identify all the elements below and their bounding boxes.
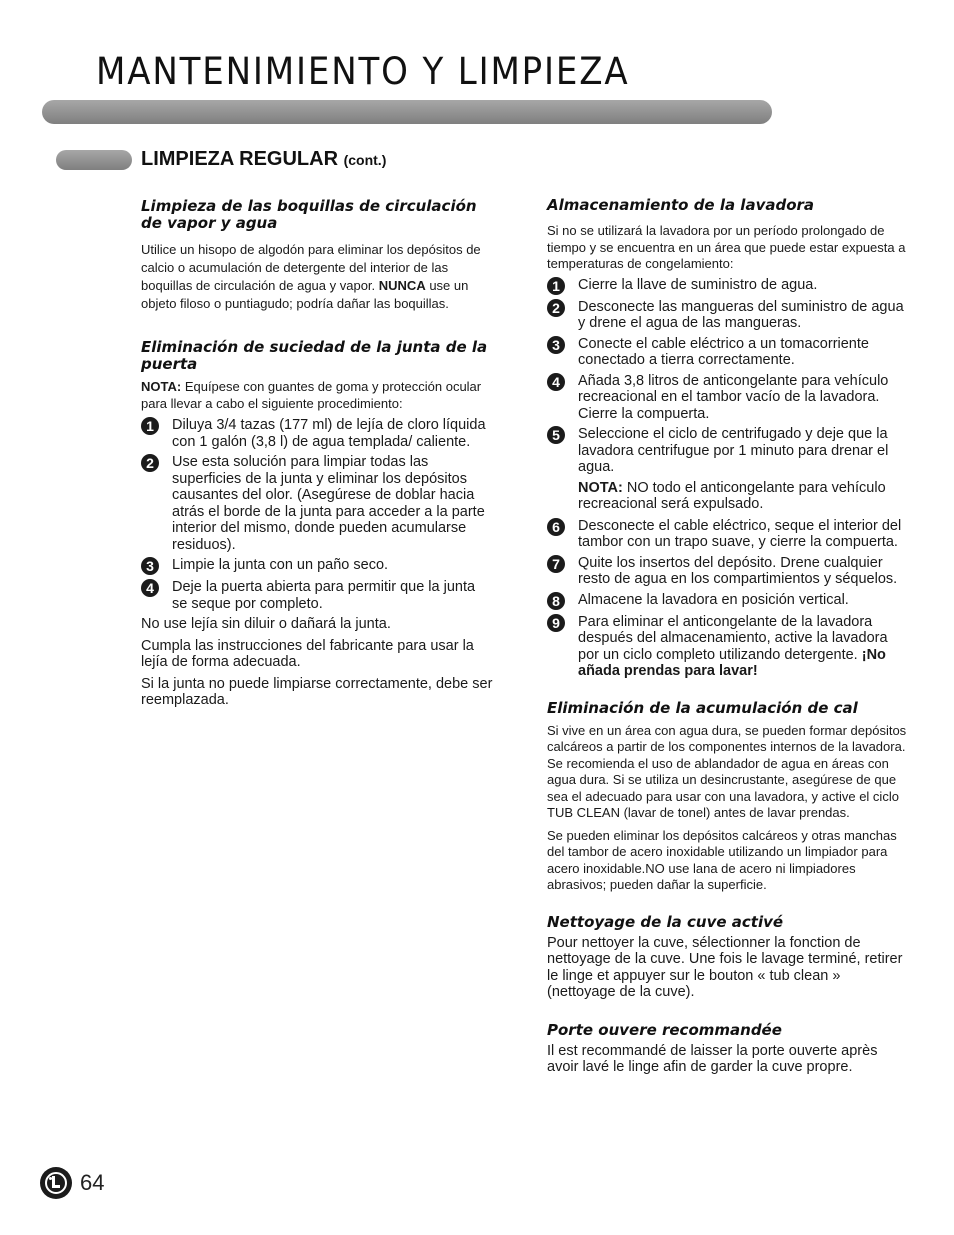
step-number-badge: 3 xyxy=(141,557,159,575)
tub-heading: Nettoyage de la cuve activé xyxy=(547,912,784,931)
storage-step xyxy=(547,299,907,332)
tub-text: Pour nettoyer la cuve, sélectionner la fonction de nettoyage de la cuve. Une fois le lavage terminé, retirer le linge et appuyer sur le bouton « tub clean » (nettoyage de la cuve). xyxy=(547,934,903,1000)
storage-step xyxy=(547,592,907,610)
section-pill xyxy=(56,150,132,170)
storage-step xyxy=(547,373,907,423)
scale-heading: Eliminación de la acumulación de cal xyxy=(547,698,858,717)
storage-intro: Si no se utilizará la lavadora por un período prolongado de tiempo y se encuentra en un área que puede estar expuesta a temperaturas de congelamiento: xyxy=(547,223,906,271)
section-title xyxy=(141,148,386,171)
step-number-badge: 9 xyxy=(547,614,565,632)
step-number-badge: 5 xyxy=(547,426,565,444)
gasket-note: NOTA: Equípese con guantes de goma y protección ocular para llevar a cabo el siguiente procedimiento: xyxy=(141,379,482,411)
gasket-after-text: No use lejía sin diluir o dañará la junta. xyxy=(141,616,391,632)
lg-logo-icon xyxy=(40,1167,72,1199)
step-number-badge: 4 xyxy=(141,579,159,597)
step-number-badge: 1 xyxy=(547,277,565,295)
storage-step xyxy=(547,614,907,680)
title-bar xyxy=(42,100,772,124)
nozzles-heading: Limpieza de las boquillas de circulación de vapor y agua xyxy=(141,197,477,232)
nozzles-text: Utilice un hisopo de algodón para eliminar los depósitos de calcio o acumulación de detergente del interior de las boquillas de circulación de agua y vapor. NUNCA use un objeto filoso o puntiagudo; podría dañar las boquillas. xyxy=(141,242,481,311)
step-number-badge: 4 xyxy=(547,373,565,391)
gasket-step xyxy=(141,417,493,450)
storage-step xyxy=(547,277,907,295)
left-column xyxy=(141,198,493,714)
step-text: Añada 3,8 litros de anticongelante para vehículo recreacional en el tambor vacío de la lavadora. Cierre la compuerta. xyxy=(578,372,889,422)
step-text: Cierre la llave de suministro de agua. xyxy=(578,276,818,293)
step-text: Use esta solución para limpiar todas las superficies de la junta y eliminar los depósitos causantes del olor. (Asegúrese de doblar hacia atrás el borde de la junta para acceder a la parte interior del mismo, donde pueden acumularse residuos). xyxy=(172,454,485,553)
step-text: Desconecte las mangueras del suministro de agua y drene el agua de las mangueras. xyxy=(578,298,904,331)
gasket-heading: Eliminación de suciedad de la junta de la puerta xyxy=(141,338,488,373)
scale-paragraph-1: Si vive en un área con agua dura, se pueden formar depósitos calcáreos a partir de los componentes internos de la lavadora. Se recomienda el uso de ablandador de agua en áreas con agua dura. Si se utiliza un desincrustante, asegúrese de que sea el adecuado para usar con una lavadora, y active el ciclo TUB CLEAN (lavar de tonel) antes de lavar prendas. xyxy=(547,722,907,820)
storage-step xyxy=(547,336,907,369)
section-title-text: LIMPIEZA REGULAR xyxy=(141,148,339,170)
step-text: Deje la puerta abierta para permitir que la junta se seque por completo. xyxy=(172,579,476,612)
step-text: Para eliminar el anticongelante de la lavadora después del almacenamiento, active la lavadora por un ciclo completo utilizando detergente. ¡No añada prendas para lavar! xyxy=(578,613,888,679)
gasket-step xyxy=(141,557,493,575)
step-number-badge: 6 xyxy=(547,518,565,536)
step-number-badge: 7 xyxy=(547,555,565,573)
step-number-badge: 2 xyxy=(141,454,159,472)
door-text: Il est recommandé de laisser la porte ouverte après avoir lavé le linge afin de garder la cuve propre. xyxy=(547,1042,878,1075)
door-heading: Porte ouvere recommandée xyxy=(547,1020,782,1039)
step-text: Limpie la junta con un paño seco. xyxy=(172,557,389,573)
scale-paragraph-2: Se pueden eliminar los depósitos calcáreos y otras manchas del tambor de acero inoxidable utilizando un limpiador para acero inoxidable.NO use lana de acero ni limpiadores abrasivos; pueden dañar la superficie. xyxy=(547,827,897,892)
gasket-step xyxy=(141,579,493,612)
step-number-badge: 8 xyxy=(547,592,565,610)
storage-heading: Almacenamiento de la lavadora xyxy=(547,196,815,214)
right-column xyxy=(547,197,907,1081)
step-text: Conecte el cable eléctrico a un tomacorriente conectado a tierra correctamente. xyxy=(578,335,869,368)
section-cont: (cont.) xyxy=(343,152,387,168)
storage-step xyxy=(547,555,907,588)
step-text: Quite los insertos del depósito. Drene cualquier resto de agua en los compartimientos y séquelos. xyxy=(578,554,898,587)
page-number: 64 xyxy=(80,1170,105,1195)
storage-step xyxy=(547,518,907,551)
gasket-after-text: Cumpla las instrucciones del fabricante para usar la lejía de forma adecuada. xyxy=(141,637,474,670)
step-text: Seleccione el ciclo de centrifugado y deje que la lavadora centrifugue por 1 minuto para drenar el agua. xyxy=(578,426,889,475)
storage-step xyxy=(547,426,907,476)
step-text: Diluya 3/4 tazas (177 ml) de lejía de cloro líquida con 1 galón (3,8 l) de agua templada/ caliente. xyxy=(172,417,486,450)
step-text: Desconecte el cable eléctrico, seque el interior del tambor con un trapo suave, y cierre la compuerta. xyxy=(578,517,902,550)
gasket-step xyxy=(141,454,493,553)
gasket-after-text: Si la junta no puede limpiarse correctamente, debe ser reemplazada. xyxy=(141,675,493,708)
step-number-badge: 2 xyxy=(547,299,565,317)
step-text: Almacene la lavadora en posición vertical. xyxy=(578,591,849,608)
page-title: MANTENIMIENTO Y LIMPIEZA xyxy=(96,50,630,93)
step5-note: NOTA: NO todo el anticongelante para vehículo recreacional será expulsado. xyxy=(578,479,886,512)
step-number-badge: 3 xyxy=(547,336,565,354)
step-number-badge: 1 xyxy=(141,417,159,435)
